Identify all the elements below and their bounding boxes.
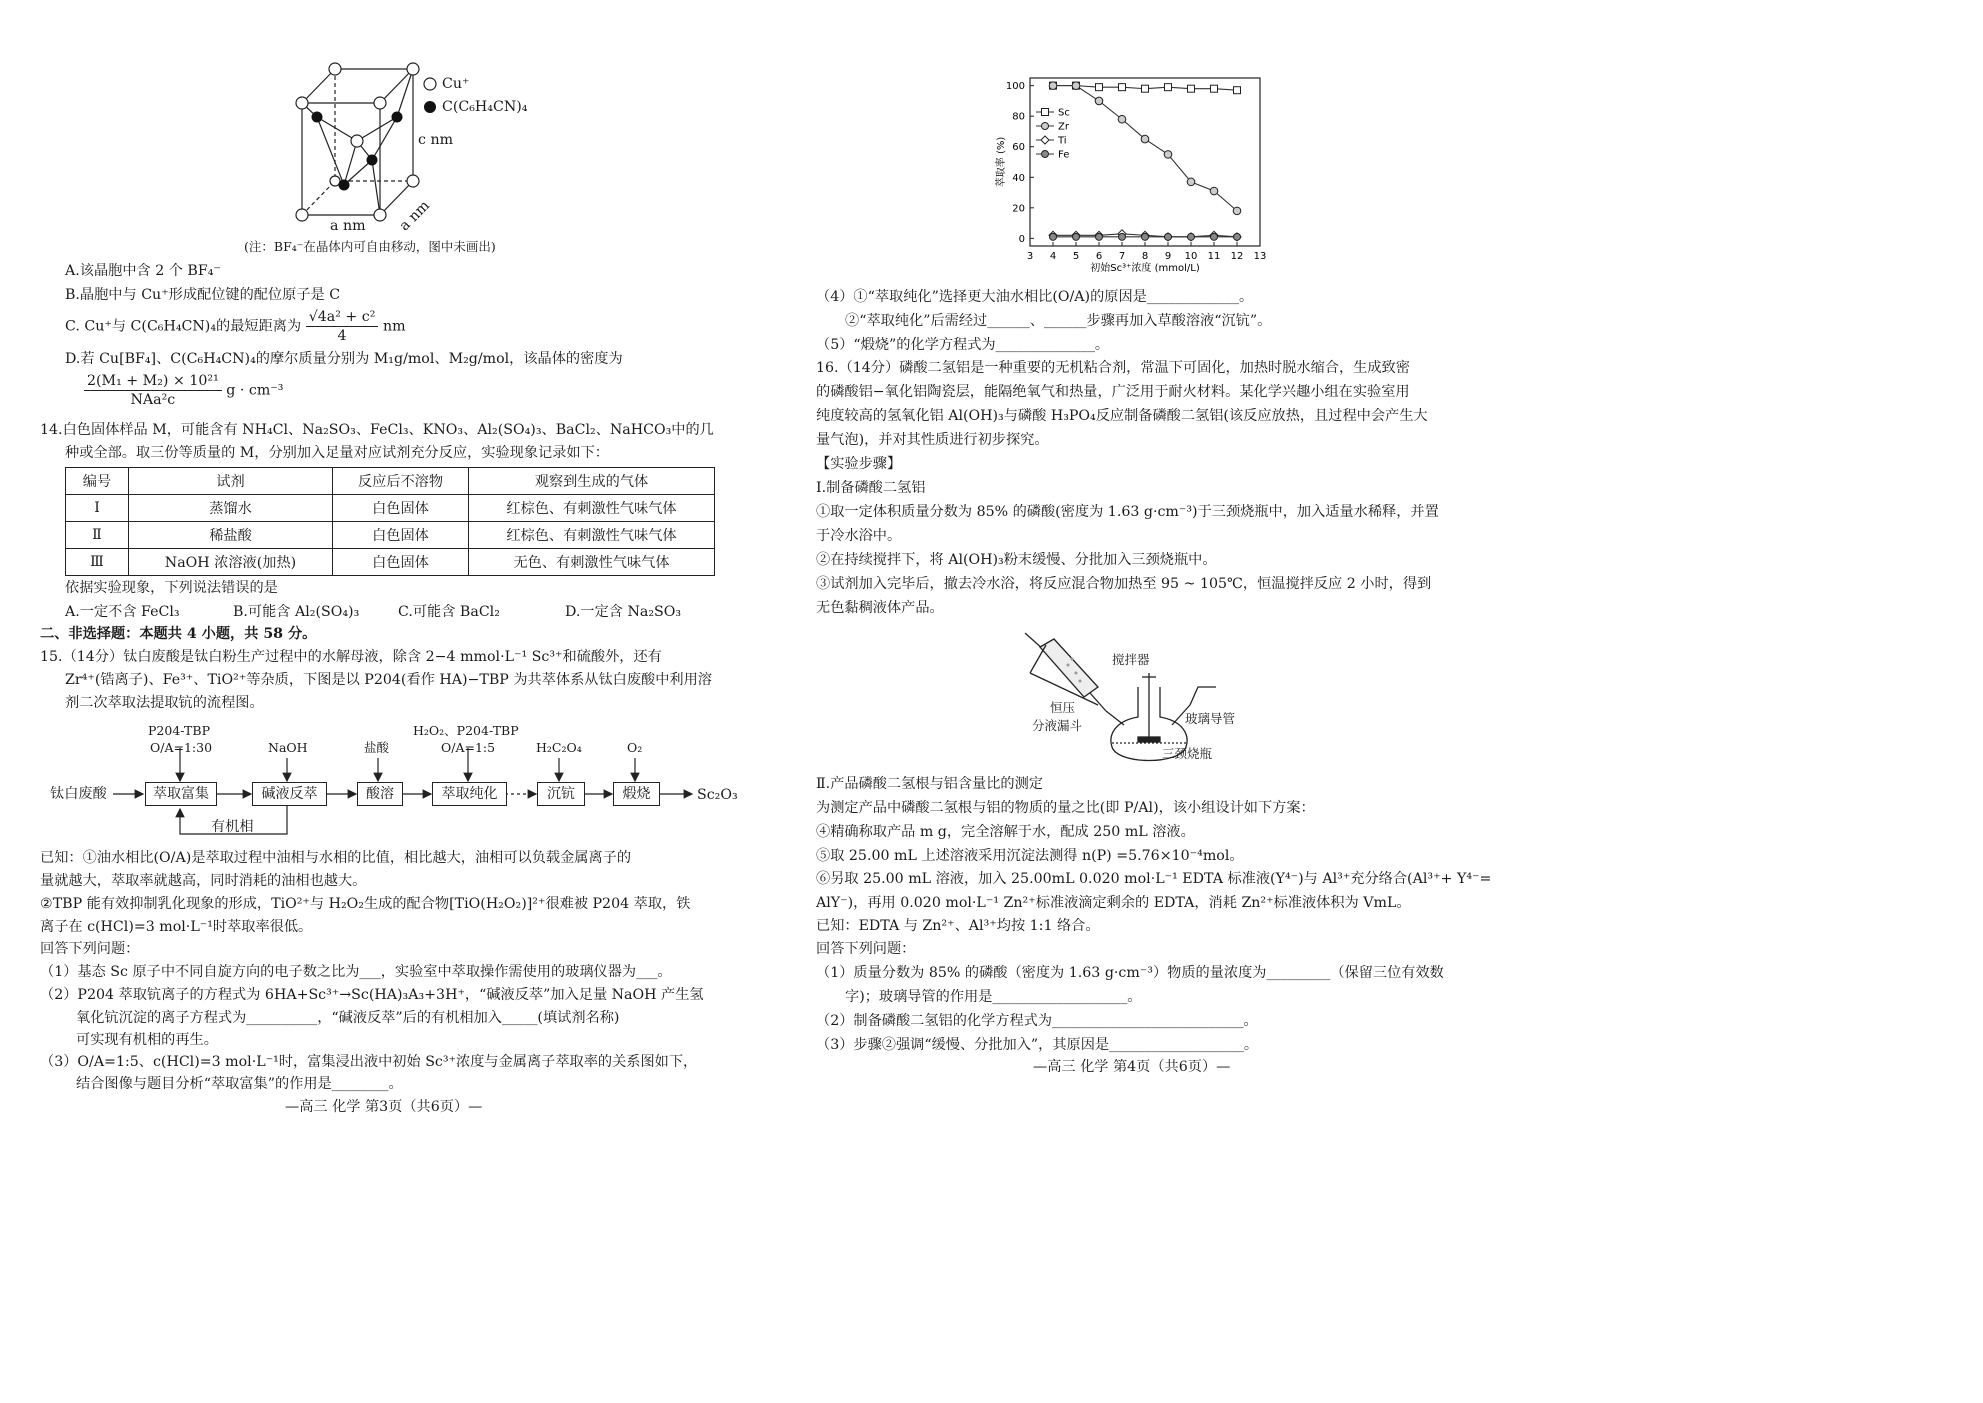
q16-answer-1b: 字)；玻璃导管的作用是___________________。 xyxy=(845,989,1142,1005)
x-tick-label: 8 xyxy=(1141,251,1149,262)
table-header: 反应后不溶物 xyxy=(333,468,469,495)
flow-reagent-6: O₂ xyxy=(627,740,643,755)
table-header-row xyxy=(66,468,715,495)
data-point xyxy=(1142,233,1149,240)
y-tick-label: 100 xyxy=(1005,81,1025,93)
data-point xyxy=(1073,233,1080,240)
label-a-nm-1: a nm xyxy=(330,218,366,234)
table-row xyxy=(66,522,715,549)
q15-part4-b: ②“萃取纯化”后需经过______、______步骤再加入草酸溶液“沉钪”。 xyxy=(845,313,1272,329)
flow-step-acid: 酸溶 xyxy=(357,782,403,806)
apparatus-funnel-label-2: 分液漏斗 xyxy=(1032,718,1083,733)
legend-marker xyxy=(1042,123,1049,130)
data-point xyxy=(1072,82,1080,90)
table-cell: 红棕色、有刺激性气味气体 xyxy=(469,522,715,549)
table-row xyxy=(66,549,715,576)
table-row xyxy=(66,495,715,522)
q15-part3-a: （3）O/A=1:5、c(HCl)=3 mol·L⁻¹时，富集浸出液中初始 Sc³⁺浓度与金属离子萃取率的关系图如下， xyxy=(40,1054,698,1070)
flow-reagent-2: NaOH xyxy=(268,740,308,755)
table-cell: Ⅱ xyxy=(66,522,129,549)
flow-input: 钛白废酸 xyxy=(50,786,107,802)
plot-frame xyxy=(1030,78,1260,246)
data-point xyxy=(1096,233,1103,240)
apparatus-stirrer-label: 搅拌器 xyxy=(1112,652,1150,667)
table-header: 试剂 xyxy=(129,468,333,495)
q13-option-b: B.晶胞中与 Cu⁺形成配位键的配位原子是 C xyxy=(65,287,341,303)
flow-reagent-5: H₂C₂O₄ xyxy=(536,740,582,755)
q16-answer-2: （2）制备磷酸二氢铝的化学方程式为___________________________。 xyxy=(816,1013,1258,1029)
data-point xyxy=(1187,178,1195,186)
legend-cu: Cu⁺ xyxy=(442,76,470,92)
x-tick-label: 10 xyxy=(1184,251,1198,262)
q15-known-2: 量就越大，萃取率就越高，同时消耗的油相也越大。 xyxy=(40,873,367,889)
flow-reagent-1b: O/A=1:30 xyxy=(150,740,213,755)
table-cell: 稀盐酸 xyxy=(129,522,333,549)
x-tick-label: 5 xyxy=(1072,251,1080,262)
y-tick-label: 60 xyxy=(1012,142,1025,154)
data-point xyxy=(1188,233,1195,240)
x-tick-label: 11 xyxy=(1207,251,1221,262)
q13-density-expr: $\frac{\text{2(M₁ + M₂) × 10²¹}}{\text{NAa²c}}$ g · cm⁻³ xyxy=(84,372,283,409)
table-cell: 蒸馏水 xyxy=(129,495,333,522)
q15-known-3: ②TBP 能有效抑制乳化现象的形成，TiO²⁺与 H₂O₂生成的配合物[TiO(H₂O₂)]²⁺很难被 P204 萃取，铁 xyxy=(40,896,691,912)
data-point xyxy=(1211,85,1218,92)
data-point xyxy=(1233,207,1241,215)
q16-step1-title: Ⅰ.制备磷酸二氢铝 xyxy=(816,480,926,496)
x-tick-label: 9 xyxy=(1164,251,1172,262)
x-tick-label: 4 xyxy=(1049,251,1057,262)
q15-part5: （5）“煅烧”的化学方程式为______________。 xyxy=(816,337,1110,353)
label-c-nm: c nm xyxy=(418,132,454,148)
flow-step-precipitate: 沉钪 xyxy=(537,782,585,806)
x-tick-label: 12 xyxy=(1230,251,1244,262)
data-point xyxy=(1096,84,1103,91)
experiment-table xyxy=(65,467,715,576)
q16-part2-intro: 为测定产品中磷酸二氢根与铝的物质的量之比(即 P/Al)，该小组设计如下方案： xyxy=(816,800,1315,816)
q16-step3-b: 无色黏稠液体产品。 xyxy=(816,600,944,616)
x-axis-label: 初始Sc³⁺浓度 (mmol/L) xyxy=(1090,263,1200,274)
table-cell: NaOH 浓溶液(加热) xyxy=(129,549,333,576)
q16-answer-3: （3）步骤②强调“缓慢、分批加入”，其原因是___________________。 xyxy=(816,1037,1259,1053)
crystal-note: (注：BF₄⁻在晶体内可自由移动，图中未画出) xyxy=(244,239,496,254)
table-cell: Ⅰ xyxy=(66,495,129,522)
data-point xyxy=(1234,87,1241,94)
data-point xyxy=(1188,85,1195,92)
q15-part2-c: 可实现有机相的再生。 xyxy=(76,1032,218,1048)
q14-option-d: D.一定含 Na₂SO₃ xyxy=(565,604,682,620)
q15-known-4: 离子在 c(HCl)=3 mol·L⁻¹时萃取率很低。 xyxy=(40,919,313,935)
q16-step1-b: 于冷水浴中。 xyxy=(816,528,902,544)
page-footer-left: —高三 化学 第3页（共6页）— xyxy=(285,1099,483,1115)
legend-marker xyxy=(1041,136,1049,144)
y-tick-label: 20 xyxy=(1012,203,1025,215)
q14-ask: 依据实验现象，下列说法错误的是 xyxy=(65,580,278,596)
legend-label: Ti xyxy=(1058,135,1067,147)
flow-output: Sc₂O₃ xyxy=(697,787,738,803)
flow-reagent-3: 盐酸 xyxy=(364,740,390,755)
data-point xyxy=(1118,115,1126,123)
table-cell: 红棕色、有刺激性气味气体 xyxy=(469,495,715,522)
flow-reagent-4a: H₂O₂、P204-TBP xyxy=(413,723,519,738)
q16-step6-a: ⑥另取 25.00 mL 溶液，加入 25.00mL 0.020 mol·L⁻¹ EDTA 标准液(Y⁴⁻)与 Al³⁺充分络合(Al³⁺+ Y⁴⁻= xyxy=(816,871,1492,887)
q15-line2: Zr⁴⁺(锆离子)、Fe³⁺、TiO²⁺等杂质，下图是以 P204(看作 HA)−TBP 为共萃体系从钛白废酸中利用溶 xyxy=(65,672,712,688)
legend-c: C(C₆H₄CN)₄ xyxy=(442,99,528,115)
data-point xyxy=(1142,85,1149,92)
data-point xyxy=(1050,233,1057,240)
extraction-rate-chart xyxy=(990,72,1280,282)
q14-line2: 种或全部。取三份等质量的 M，分别加入足量对应试剂充分反应，实验现象记录如下： xyxy=(65,445,609,461)
q15-part4-a: （4）①“萃取纯化”选择更大油水相比(O/A)的原因是_____________。 xyxy=(816,289,1254,305)
q16-line3: 纯度较高的氢氧化铝 Al(OH)₃与磷酸 H₃PO₄反应制备磷酸二氢铝(该反应放热，且过程中会产生大 xyxy=(816,408,1428,424)
q15-part3-b: 结合图像与题目分析“萃取富集”的作用是________。 xyxy=(76,1076,403,1092)
q15-part1: （1）基态 Sc 原子中不同自旋方向的电子数之比为___，实验室中萃取操作需使用的玻璃仪器为___。 xyxy=(40,964,672,980)
apparatus-funnel-label-1: 恒压 xyxy=(1050,700,1076,715)
y-tick-label: 80 xyxy=(1012,111,1025,123)
q16-answer-1a: （1）质量分数为 85% 的磷酸（密度为 1.63 g·cm⁻³）物质的量浓度为_________（保留三位有效数 xyxy=(816,965,1444,981)
q16-step3-a: ③试剂加入完毕后，撤去冷水浴，将反应混合物加热至 95 ~ 105℃，恒温搅拌反应 2 小时，得到 xyxy=(816,576,1432,592)
q16-line1: 16.（14分）磷酸二氢铝是一种重要的无机粘合剂，常温下可固化，加热时脱水缩合，生成致密 xyxy=(816,360,1410,376)
data-point xyxy=(1141,135,1149,143)
data-point xyxy=(1049,82,1057,90)
table-header: 编号 xyxy=(66,468,129,495)
q14-option-b: B.可能含 Al₂(SO₄)₃ xyxy=(233,604,360,620)
x-tick-label: 3 xyxy=(1026,251,1034,262)
q16-step6-b: AlY⁻)，再用 0.020 mol·L⁻¹ Zn²⁺标准液滴定剩余的 EDTA，消耗 Zn²⁺标准液体积为 VmL。 xyxy=(816,895,1411,911)
legend-label: Sc xyxy=(1058,107,1070,119)
q16-steps-heading: 【实验步骤】 xyxy=(816,456,902,472)
data-point xyxy=(1095,97,1103,105)
data-point xyxy=(1210,187,1218,195)
q15-line3: 剂二次萃取法提取钪的流程图。 xyxy=(65,695,264,711)
flow-arrows xyxy=(0,720,790,840)
flow-recycle-label: 有机相 xyxy=(211,819,254,835)
q16-step1-a: ①取一定体积质量分数为 85% 的磷酸(密度为 1.63 g·cm⁻³)于三颈烧瓶中，加入适量水稀释，并置 xyxy=(816,504,1439,520)
q16-step5: ⑤取 25.00 mL 上述溶液采用沉淀法测得 n(P) =5.76×10⁻⁴mol。 xyxy=(816,848,1244,864)
legend-marker xyxy=(1042,151,1049,158)
data-point xyxy=(1211,233,1218,240)
label-a-nm-2: a nm xyxy=(396,197,434,235)
x-tick-label: 13 xyxy=(1253,251,1267,262)
q16-part2-title: Ⅱ.产品磷酸二氢根与铝含量比的测定 xyxy=(816,776,1043,792)
series-line-zr xyxy=(1053,86,1237,211)
data-point xyxy=(1234,233,1241,240)
q15-part2-a: （2）P204 萃取钪离子的方程式为 6HA+Sc³⁺→Sc(HA)₃A₃+3H⁺，“碱液反萃”加入足量 NaOH 产生氢 xyxy=(40,987,704,1003)
page-footer-right: —高三 化学 第4页（共6页）— xyxy=(1033,1059,1231,1075)
x-tick-label: 6 xyxy=(1095,251,1103,262)
table-header: 观察到生成的气体 xyxy=(469,468,715,495)
q15-known-1: 已知：①油水相比(O/A)是萃取过程中油相与水相的比值，相比越大，油相可以负载金属离子的 xyxy=(40,850,632,866)
q16-line4: 量气泡)，并对其性质进行初步探究。 xyxy=(816,432,1049,448)
q14-line1: 14.白色固体样品 M，可能含有 NH₄Cl、Na₂SO₃、FeCl₃、KNO₃、Al₂(SO₄)₃、BaCl₂、NaHCO₃中的几 xyxy=(40,422,714,438)
table-cell: 白色固体 xyxy=(333,495,469,522)
right-page xyxy=(790,0,1565,1109)
q14-option-a: A.一定不含 FeCl₃ xyxy=(65,604,180,620)
q13-option-c: C. Cu⁺与 C(C₆H₄CN)₄的最短距离为 $\frac{\text{√4a² + c²}}{4}$ nm xyxy=(65,309,406,344)
data-point xyxy=(1165,233,1172,240)
flow-step-calcine: 煅烧 xyxy=(613,782,660,806)
y-tick-label: 40 xyxy=(1012,172,1025,184)
y-tick-label: 0 xyxy=(1018,233,1025,245)
apparatus-tube-label: 玻璃导管 xyxy=(1185,711,1236,726)
legend-marker xyxy=(1042,109,1049,116)
data-point xyxy=(1119,233,1126,240)
flow-step-strip: 碱液反萃 xyxy=(252,782,327,806)
data-point xyxy=(1164,151,1172,159)
table-cell: 无色、有刺激性气味气体 xyxy=(469,549,715,576)
data-point xyxy=(1165,84,1172,91)
q16-line2: 的磷酸铝−氧化铝陶瓷层，能隔绝氧气和热量，广泛用于耐火材料。某化学兴趣小组在实验室用 xyxy=(816,384,1410,400)
table-cell: Ⅲ xyxy=(66,549,129,576)
q15-answer-heading: 回答下列问题： xyxy=(40,941,140,957)
table-cell: 白色固体 xyxy=(333,549,469,576)
q16-answer-heading: 回答下列问题： xyxy=(816,941,916,957)
q16-known: 已知：EDTA 与 Zn²⁺、Al³⁺均按 1:1 络合。 xyxy=(816,918,1100,934)
q15-part2-b: 氧化钪沉淀的离子方程式为__________，“碱液反萃”后的有机相加入_____(填试剂名称) xyxy=(76,1010,620,1026)
q16-step4: ④精确称取产品 m g，完全溶解于水，配成 250 mL 溶液。 xyxy=(816,824,1195,840)
q16-step2: ②在持续搅拌下，将 Al(OH)₃粉末缓慢、分批加入三颈烧瓶中。 xyxy=(816,552,1217,568)
flow-step-purify: 萃取纯化 xyxy=(432,782,507,806)
flow-reagent-1a: P204-TBP xyxy=(148,723,210,738)
flow-reagent-4b: O/A=1:5 xyxy=(441,740,496,755)
flow-step-enrich: 萃取富集 xyxy=(145,782,217,806)
q14-option-c: C.可能含 BaCl₂ xyxy=(398,604,500,620)
left-page xyxy=(0,0,790,1115)
table-cell: 白色固体 xyxy=(333,522,469,549)
q13-option-d: D.若 Cu[BF₄]、C(C₆H₄CN)₄的摩尔质量分别为 M₁g/mol、M₂g/mol，该晶体的密度为 xyxy=(65,351,623,367)
legend-label: Fe xyxy=(1058,149,1070,161)
apparatus-flask-label: 三颈烧瓶 xyxy=(1162,746,1213,761)
section-2-heading: 二、非选择题：本题共 4 小题，共 58 分。 xyxy=(40,626,317,642)
legend-label: Zr xyxy=(1058,121,1069,133)
x-tick-label: 7 xyxy=(1118,251,1126,262)
q13-option-a: A.该晶胞中含 2 个 BF₄⁻ xyxy=(65,263,221,279)
fraction-c: $\frac{\text{√4a² + c²}}{4}$ xyxy=(306,308,379,345)
data-point xyxy=(1119,84,1126,91)
y-axis-label: 萃取率 (%) xyxy=(996,136,1007,188)
q15-line1: 15.（14分）钛白废酸是钛白粉生产过程中的水解母液，除含 2−4 mmol·L⁻¹ Sc³⁺和硫酸外，还有 xyxy=(40,649,662,665)
